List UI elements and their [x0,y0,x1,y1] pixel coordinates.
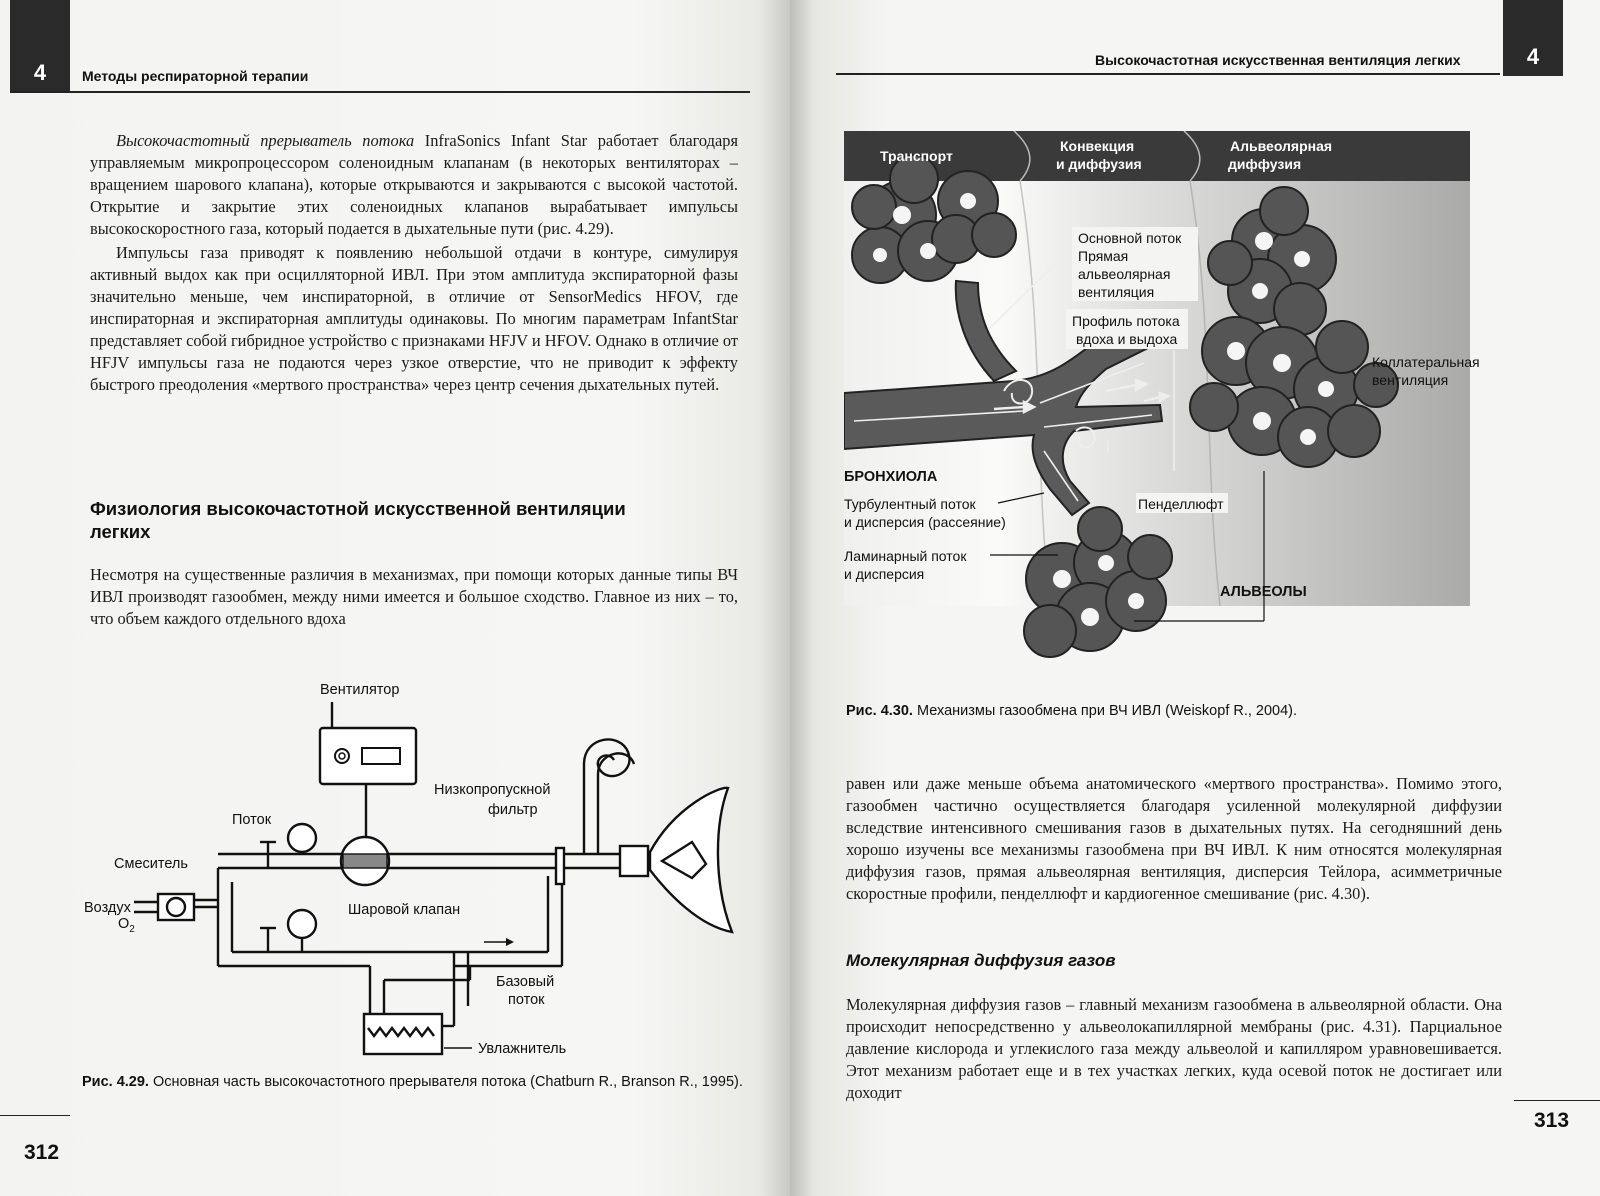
chapter-number: 4 [33,60,47,85]
header-rule [836,73,1500,75]
paragraph: Несмотря на существенные различия в механизмах, при помощи которых данные типы ВЧ ИВЛ производят газообмен, между ними имеется и большое сходство. Главное из них – то, что объем каждого отдельного вдоха [90,565,738,628]
label-ventilator: Вентилятор [320,682,400,698]
page-number: 312 [24,1141,60,1164]
header-alveolar-1: Альвеолярная [1230,138,1333,154]
header-convection-2: и диффузия [1056,156,1142,172]
figure-hf-flow-interrupter [80,676,760,1068]
label-turbulent-1: Турбулентный поток [844,496,976,512]
caption-text: Основная часть высокочастотного прерывателя потока (Chatburn R., Branson R., 1995). [148,1074,743,1090]
body-text-top [846,773,1502,907]
footer-rule [0,1115,70,1116]
paragraph-text: InfraSonics Infant Star работает благодаря управляемым микропроцессором соленоидным клапанам (в некоторых вентиляторах – вращением шарового клапана), которые открываются и закрываются с высокой частотой. Открытие и закрытие этих соленоидных клапанов вырабатывает импульсы высокоскоростного газа, который подается в дыхательные пути (рис. 4.29). [90,131,738,238]
chapter-number: 4 [1526,44,1540,69]
label-collateral-2: вентиляция [1372,372,1449,388]
figure-caption [82,1073,754,1092]
label-main-flow: Основной поток [1078,230,1182,246]
running-head: Методы респираторной терапии [82,68,309,84]
label-collateral-1: Коллатеральная [1372,354,1480,370]
paragraph [90,130,738,240]
subheading: Молекулярная диффузия газов [846,951,1116,970]
header-transport: Транспорт [880,148,953,164]
section-heading: Физиология высокочастотной искусственной вентиляции легких [90,498,626,542]
body-text-top [90,130,738,398]
label-air: Воздух [84,900,131,916]
figure-gas-exchange-mechanisms [844,131,1504,691]
right-page [790,0,1600,1196]
label-alveolar: альвеолярная [1078,266,1171,282]
label-low-pass-filter-1: Низкопропускной [434,782,551,798]
header-rule [10,91,750,93]
label-flow-profile-1: Профиль потока [1072,313,1180,329]
header-convection-1: Конвекция [1060,138,1135,154]
page-number: 313 [1534,1109,1570,1132]
caption-label: Рис. 4.30. [846,703,913,719]
left-page [0,0,790,1196]
label-low-pass-filter-2: фильтр [488,802,538,818]
label-mixer: Смеситель [114,856,188,872]
label-alveoli: АЛЬВЕОЛЫ [1220,584,1307,600]
label-base-flow-2: поток [508,992,545,1008]
label-ball-valve: Шаровой клапан [348,902,461,918]
label-flow: Поток [232,812,272,828]
paragraph: Импульсы газа приводят к появлению небольшой отдачи в контуре, симулируя активный выдох как при осцилляторной ИВЛ. При этом амплитуда экспираторной фазы значительно меньше, чем инспираторной, в отличие от SensorMedics HFOV, где инспираторная и экспираторная амплитуды одинаковы. По многим параметрам InfantStar представляет собой гибридное устройство с признаками HFJV и HFOV. Однако в отличие от HFJV импульсы газа не подаются через узкое отверстие, что не приводит к эффекту быстрого преодоления «мертвого пространства» через центр сечения дыхательных путей. [90,243,738,394]
chapter-tab [10,0,70,92]
label-direct: Прямая [1078,248,1129,264]
label-pendelluft: Пенделлюфт [1138,496,1224,512]
label-base-flow-1: Базовый [496,974,555,990]
label-o2-letter: O [118,916,130,932]
running-head: Высокочастотная искусственная вентиляция легких [1095,52,1461,68]
caption-label: Рис. 4.29. [82,1074,149,1090]
body-text-mid [90,564,738,632]
footer-rule [1514,1100,1600,1101]
paragraph: равен или даже меньше объема анатомического «мертвого пространства». Помимо этого, газообмен частично осуществляется благодаря усиленной молекулярной диффузии вследствие интенсивного смешивания газов в дыхательных путях. На сегодняшний день хорошо изучены все механизмы газообмена при ВЧ ИВЛ. К ним относятся молекулярная диффузия газов, прямая альвеолярная вентиляция, дисперсия Тейлора, асимметричные скоростные профили, пенделлюфт и кардиогенное смешивание (рис. 4.30). [846,774,1502,903]
header-alveolar-2: диффузия [1228,156,1302,172]
label-o2 [118,916,135,935]
label-laminar-2: и дисперсия [844,566,925,582]
paragraph: Молекулярная диффузия газов – главный механизм газообмена в альвеолярной области. Она происходит непосредственно у альвеолокапиллярной мембраны (рис. 4.31). Парциальное давление кислорода и углекислого газа между альвеолой и капилляром уравновешивается. Этот механизм работает еще и в тех участках легких, куда осевой поток не достигает или доходит [846,995,1502,1102]
label-humidifier: Увлажнитель [478,1041,567,1057]
label-ventilation: вентиляция [1078,284,1155,300]
label-laminar-1: Ламинарный поток [844,548,967,564]
figure-caption [846,702,1506,721]
label-turbulent-2: и дисперсия (рассеяние) [844,514,1006,530]
label-o2-subscript: 2 [129,924,135,935]
label-bronchiole: БРОНХИОЛА [844,469,938,485]
chapter-tab [1503,0,1563,76]
label-flow-profile-2: вдоха и выдоха [1076,331,1178,347]
body-text-bottom [846,994,1502,1106]
caption-text: Механизмы газообмена при ВЧ ИВЛ (Weiskopf R., 2004). [912,703,1298,719]
paragraph-italic-lead: Высокочастотный прерыватель потока [116,131,415,150]
